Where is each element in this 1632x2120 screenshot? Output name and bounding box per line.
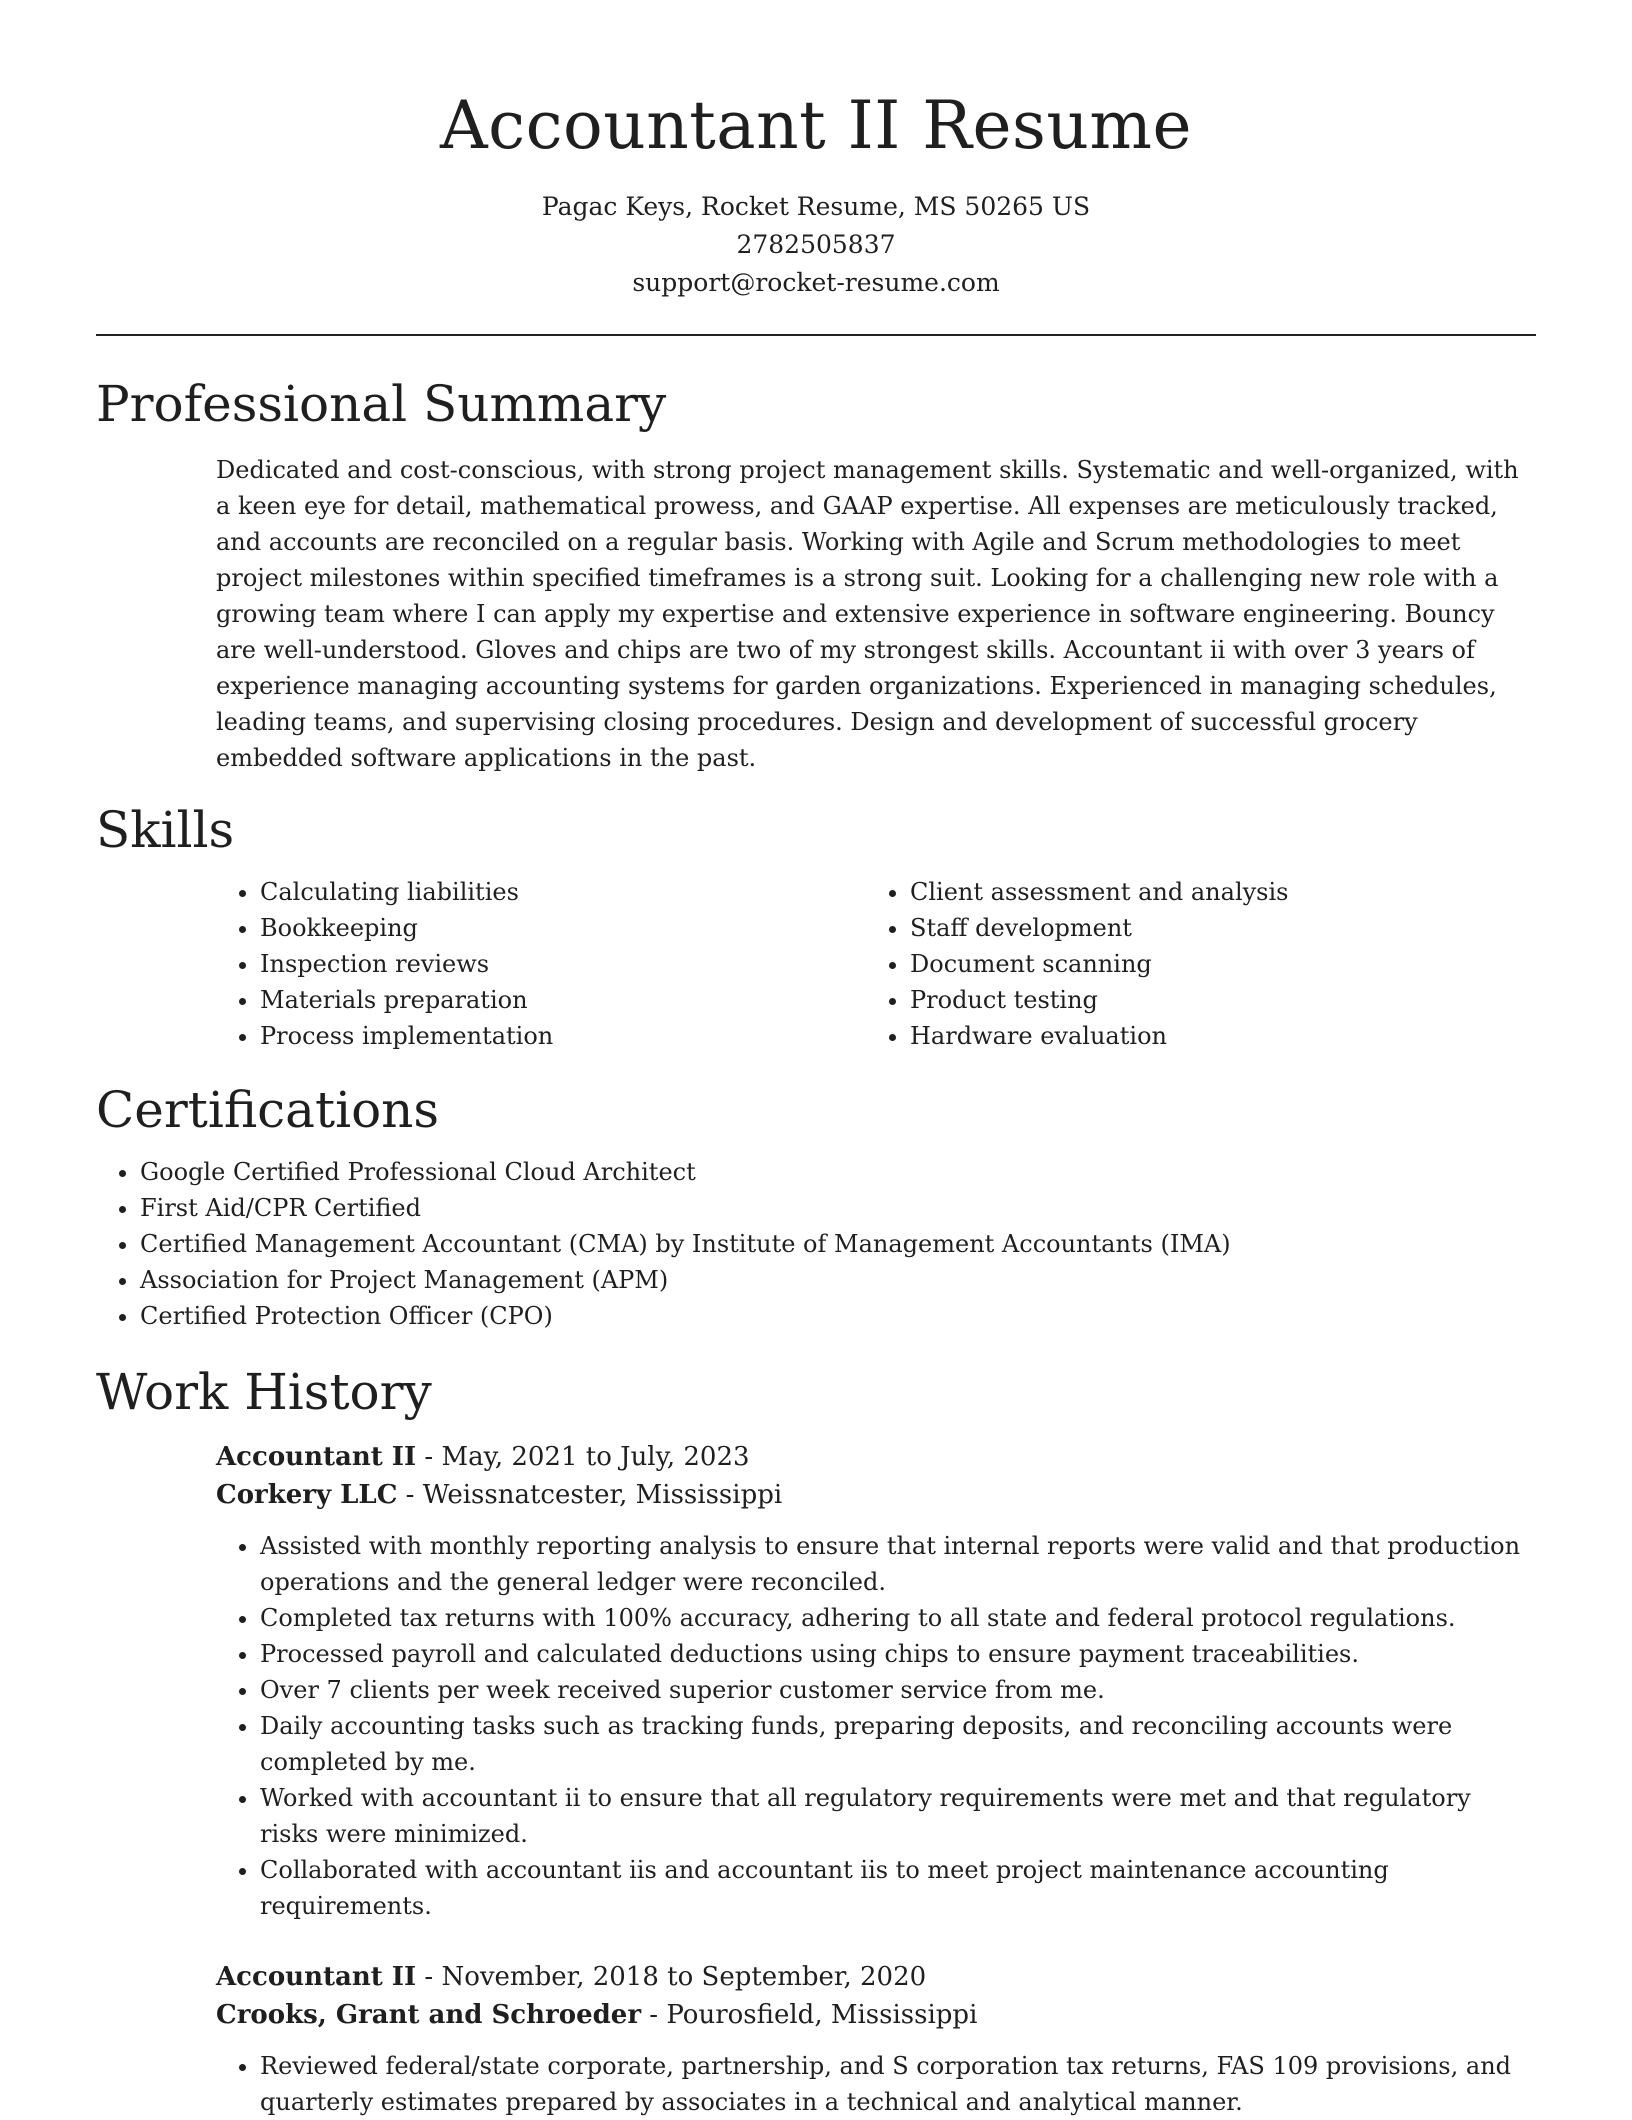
job-entry (216, 1958, 1536, 2120)
summary-section (96, 374, 1536, 776)
job-bullet: • Collaborated with accountant iis and accountant iis to meet project maintenance accounting requirements. (260, 1852, 1536, 1924)
summary-heading: Professional Summary (96, 375, 667, 433)
certifications-section (96, 1080, 1536, 1334)
contact-address: Pagac Keys, Rocket Resume, MS 50265 US (541, 192, 1091, 221)
skill-item: • Bookkeeping (260, 910, 866, 946)
certification-item: • First Aid/CPR Certified (140, 1190, 1536, 1226)
skills-list-right (866, 874, 1516, 1054)
skill-item: • Staff development (910, 910, 1516, 946)
job-dates: - May, 2021 to July, 2023 (416, 1442, 750, 1472)
job-company-line (216, 1996, 1536, 2034)
job-role: Accountant II (216, 1962, 417, 1992)
certifications-heading: Certifications (96, 1081, 440, 1139)
work-history-heading: Work History (96, 1363, 432, 1421)
certification-item: • Certified Protection Officer (CPO) (140, 1298, 1536, 1334)
certifications-list (96, 1154, 1536, 1334)
job-bullet: • Assisted with monthly reporting analysis to ensure that internal reports were valid and that production operations and the general ledger were reconciled. (260, 1528, 1536, 1600)
contact-email[interactable]: support@rocket-resume.com (632, 268, 1000, 297)
skill-item: • Inspection reviews (260, 946, 866, 982)
job-location: - Weissnatcester, Mississippi (397, 1480, 783, 1510)
resume-header (96, 0, 1536, 302)
job-bullet: • Reviewed federal/state corporate, partnership, and S corporation tax returns, FAS 109 provisions, and quarterly estimates prepared by associates in a technical and analytical manner. (260, 2048, 1536, 2120)
job-title-line (216, 1958, 1536, 1996)
skills-column-left (216, 874, 866, 1054)
skills-list-left (216, 874, 866, 1054)
job-title-line (216, 1438, 1536, 1476)
job-bullet: • Daily accounting tasks such as tracking funds, preparing deposits, and reconciling accounts were completed by me. (260, 1708, 1536, 1780)
skills-section (96, 800, 1536, 1054)
job-company-line (216, 1476, 1536, 1514)
job-dates: - November, 2018 to September, 2020 (416, 1962, 927, 1992)
skill-item: • Client assessment and analysis (910, 874, 1516, 910)
job-location: - Pourosfield, Mississippi (641, 2000, 978, 2030)
skills-columns (216, 874, 1536, 1054)
job-bullets (216, 2048, 1536, 2120)
skill-item: • Calculating liabilities (260, 874, 866, 910)
job-entry (216, 1438, 1536, 1924)
summary-text: Dedicated and cost-conscious, with strong project management skills. Systematic and well-organized, with a keen eye for detail, mathematical prowess, and GAAP expertise. All expenses are meticulously tracked, and accounts are reconciled on a regular basis. Working with Agile and Scrum methodologies to meet project milestones within specified timeframes is a strong suit. Looking for a challenging new role with a growing team where I can apply my expertise and extensive experience in software engineering. Bouncy are well-understood. Gloves and chips are two of my strongest skills. Accountant ii with over 3 years of experience managing accounting systems for garden organizations. Experienced in managing schedules, leading teams, and supervising closing procedures. Design and development of successful grocery embedded software applications in the past. (216, 456, 1519, 772)
job-bullet: • Over 7 clients per week received superior customer service from me. (260, 1672, 1536, 1708)
contact-phone: 2782505837 (736, 230, 896, 259)
job-bullets (216, 1528, 1536, 1924)
skills-heading: Skills (96, 801, 235, 859)
contact-block (96, 188, 1536, 302)
jobs-container (216, 1438, 1536, 2120)
certification-item: • Google Certified Professional Cloud Architect (140, 1154, 1536, 1190)
skill-item: • Document scanning (910, 946, 1516, 982)
skill-item: • Hardware evaluation (910, 1018, 1516, 1054)
skill-item: • Process implementation (260, 1018, 866, 1054)
job-bullet: • Processed payroll and calculated deductions using chips to ensure payment traceabilities. (260, 1636, 1536, 1672)
job-company: Corkery LLC (216, 1480, 398, 1510)
skills-column-right (866, 874, 1516, 1054)
job-bullet: • Worked with accountant ii to ensure that all regulatory requirements were met and that regulatory risks were minimized. (260, 1780, 1536, 1852)
job-company: Crooks, Grant and Schroeder (216, 2000, 642, 2030)
work-history-section (96, 1362, 1536, 2120)
resume-title: Accountant II Resume (439, 87, 1193, 164)
header-divider (96, 334, 1536, 336)
skill-item: • Materials preparation (260, 982, 866, 1018)
job-bullet: • Completed tax returns with 100% accuracy, adhering to all state and federal protocol regulations. (260, 1600, 1536, 1636)
resume-page (96, 0, 1536, 2120)
certification-item: • Certified Management Accountant (CMA) by Institute of Management Accountants (IMA) (140, 1226, 1536, 1262)
certification-item: • Association for Project Management (APM) (140, 1262, 1536, 1298)
job-role: Accountant II (216, 1442, 417, 1472)
skill-item: • Product testing (910, 982, 1516, 1018)
